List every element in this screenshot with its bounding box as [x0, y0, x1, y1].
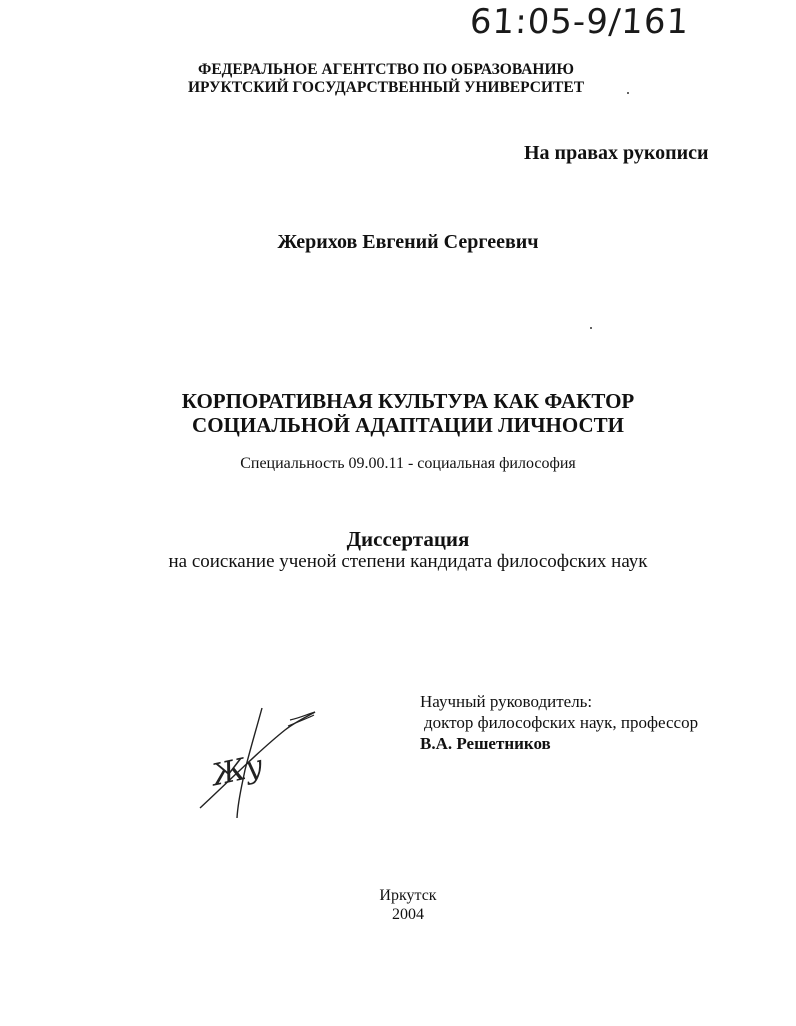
- rights-note: На правах рукописи: [524, 142, 709, 164]
- city: Иркутск: [379, 887, 437, 904]
- document-type: Диссертация: [346, 527, 470, 551]
- specialty: Специальность 09.00.11 - социальная философия: [240, 455, 576, 472]
- agency-name: ФЕДЕРАЛЬНОЕ АГЕНТСТВО ПО ОБРАЗОВАНИЮ: [198, 61, 574, 78]
- supervisor-label: Научный руководитель:: [420, 692, 593, 711]
- author-name: Жерихов Евгений Сергеевич: [277, 231, 539, 253]
- signature-text: Жу: [208, 748, 267, 794]
- degree-description: на соискание ученой степени кандидата философских наук: [168, 551, 648, 572]
- scan-speck: [590, 327, 592, 329]
- university-name: ИРУКТСКИЙ ГОСУДАРСТВЕННЫЙ УНИВЕРСИТЕТ: [187, 79, 585, 96]
- scan-speck: [627, 92, 629, 94]
- supervisor-name: В.А. Решетников: [420, 734, 551, 753]
- supervisor-degree: доктор философских наук, профессор: [424, 713, 699, 732]
- handwritten-shelfmark: 61:05-9/161: [468, 2, 691, 42]
- year: 2004: [392, 906, 424, 923]
- thesis-title-line-1: КОРПОРАТИВНАЯ КУЛЬТУРА КАК ФАКТОР: [181, 389, 635, 413]
- thesis-title-line-2: СОЦИАЛЬНОЙ АДАПТАЦИИ ЛИЧНОСТИ: [192, 413, 624, 437]
- signature-mark: [190, 700, 330, 820]
